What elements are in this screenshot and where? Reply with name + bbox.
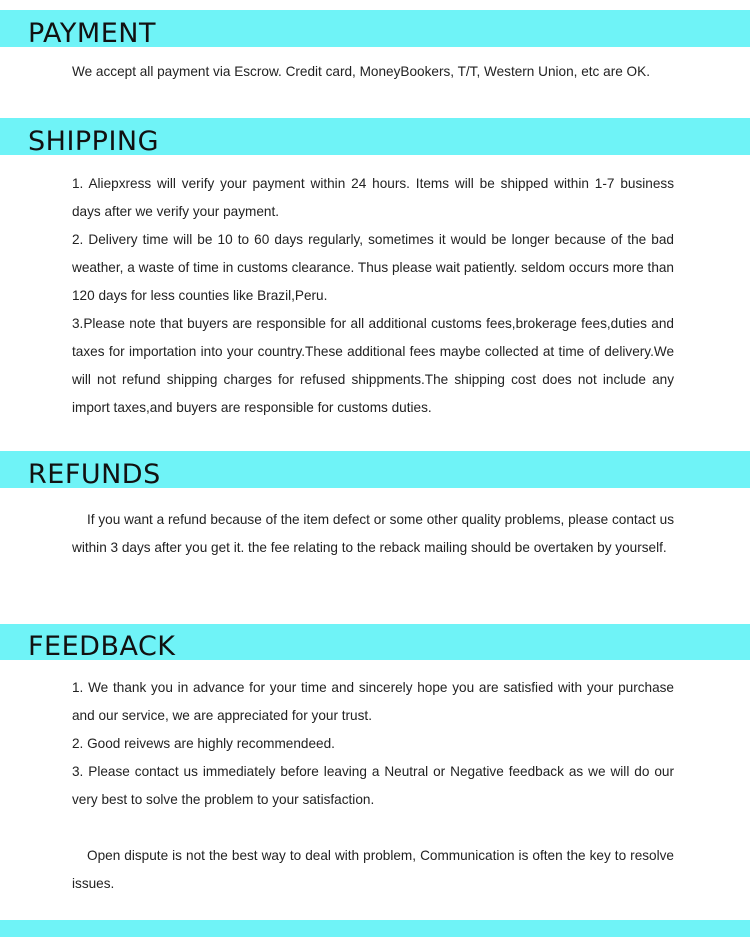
refunds-header-band	[0, 451, 750, 488]
shipping-body	[72, 170, 674, 422]
shipping-header-band	[0, 118, 750, 155]
payment-body	[72, 58, 674, 86]
feedback-body	[72, 674, 674, 898]
feedback-item-1: 1. We thank you in advance for your time and sincerely hope you are satisfied with your purchase and our service, we are appreciated for your trust.	[72, 680, 674, 723]
refunds-body	[72, 506, 674, 562]
payment-text: We accept all payment via Escrow. Credit card, MoneyBookers, T/T, Western Union, etc are OK.	[72, 64, 650, 79]
shipping-title: SHIPPING	[28, 126, 160, 157]
feedback-header-band	[0, 624, 750, 660]
payment-title: PAYMENT	[28, 18, 156, 49]
refunds-text: If you want a refund because of the item defect or some other quality problems, please contact us within 3 days after you get it. the fee relating to the reback mailing should be overtaken by yourself.	[72, 512, 674, 555]
shipping-item-2: 2. Delivery time will be 10 to 60 days regularly, sometimes it would be longer because of the bad weather, a waste of time in customs clearance. Thus please wait patiently. seldom occurs more than 120 days for less counties like Brazil,Peru.	[72, 232, 674, 303]
refunds-title: REFUNDS	[28, 459, 161, 490]
payment-header-band	[0, 10, 750, 47]
bottom-band	[0, 920, 750, 937]
shipping-item-3: 3.Please note that buyers are responsible for all additional customs fees,brokerage fees,duties and taxes for importation into your country.These additional fees maybe collected at time of delivery.We will not refund shipping charges for refused shippments.The shipping cost does not include any import taxes,and buyers are responsible for customs duties.	[72, 316, 674, 415]
feedback-title: FEEDBACK	[28, 631, 176, 662]
shipping-item-1: 1. Aliepxress will verify your payment within 24 hours. Items will be shipped within 1-7 business days after we verify your payment.	[72, 176, 674, 219]
feedback-item-2: 2. Good reivews are highly recommendeed.	[72, 736, 335, 751]
feedback-item-3: 3. Please contact us immediately before leaving a Neutral or Negative feedback as we will do our very best to solve the problem to your satisfaction.	[72, 764, 674, 807]
feedback-dispute-note: Open dispute is not the best way to deal with problem, Communication is often the key to resolve issues.	[72, 848, 674, 891]
